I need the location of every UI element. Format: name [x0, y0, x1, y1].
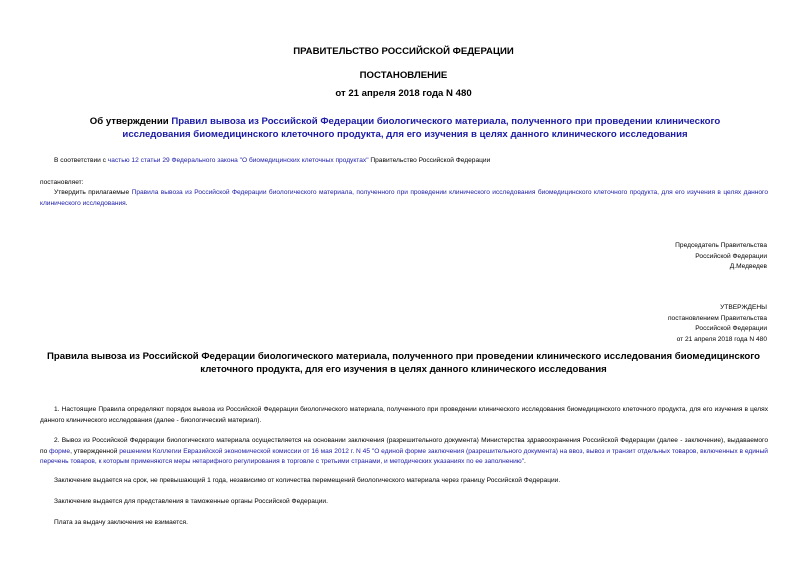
- paragraph-4: Заключение выдается для представления в таможенные органы Российской Федерации.: [54, 498, 328, 505]
- approved-block: [467, 303, 767, 345]
- federal-law-link[interactable]: частью 12 статьи 29 Федерального закона "О биомедицинских клеточных продуктах": [107, 157, 369, 164]
- commission-decision-link[interactable]: решением Коллегии Евразийской экономической комиссии от 16 мая 2012 г. N 45 "О единой форме заключения (разрешительного документа) на ввоз, вывоз и транзит отдельных товаров, включенных в единый перечень товаров, к которым применяются меры нетарифного регулирования в торговле с третьими странами, и методических указаниях по ее заполнению": [40, 447, 768, 465]
- approve-paragraph: [40, 188, 768, 209]
- approved-country: Российской Федерации: [695, 325, 767, 332]
- paragraph-2-text-3: .: [524, 458, 526, 465]
- signature-block: [467, 241, 767, 273]
- approved-date: от 21 апреля 2018 года N 480: [676, 335, 767, 343]
- decree-date-number: от 21 апреля 2018 года N 480: [335, 88, 472, 99]
- paragraph-1: 1. Настоящие Правила определяют порядок вывоза из Российской Федерации биологического материала, полученного при проведении клинического исследования биомедицинского клеточного продукта, для его изучения в целях данного клинического исследования (далее - биологический материал).: [40, 406, 768, 424]
- decides-text: постановляет:: [40, 179, 84, 186]
- preamble-paragraph: [40, 156, 768, 167]
- approve-text-1: Утвердить прилагаемые: [54, 189, 132, 196]
- form-link[interactable]: форме: [49, 447, 71, 455]
- paragraph-3: Заключение выдается на срок, не превышающий 1 года, независимо от количества перемещений биологического материала через границу Российской Федерации.: [54, 477, 561, 484]
- signature-name: Д.Медведев: [729, 263, 767, 270]
- title-prefix: Об утверждении: [89, 116, 172, 127]
- approved-rules-link[interactable]: Правила вывоза из Российской Федерации биологического материала, полученного при проведении клинического исследования биомедицинского клеточного продукта, для его изучения в целях данного клинического исследования: [40, 189, 768, 207]
- preamble-text-2: Правительство Российской Федерации: [368, 157, 491, 164]
- approve-text-2: .: [125, 199, 128, 207]
- preamble-text-1: В соответствии с: [54, 157, 108, 164]
- signature-position: Председатель Правительства: [675, 242, 767, 249]
- paragraph-2-text-2: , утвержденной: [70, 447, 120, 455]
- paragraph-2: [40, 436, 768, 468]
- government-heading: ПРАВИТЕЛЬСТВО РОССИЙСКОЙ ФЕДЕРАЦИИ: [293, 46, 514, 57]
- paragraph-5: Плата за выдачу заключения не взимается.: [54, 519, 188, 526]
- approved-label: УТВЕРЖДЕНЫ: [720, 304, 767, 311]
- title-rules-link[interactable]: Правил вывоза из Российской Федерации биологического материала, полученного при проведении клинического исследования биомедицинского клеточного продукта, для его изучения в целях данного клинического исследования: [122, 116, 721, 140]
- approved-by: постановлением Правительства: [667, 314, 767, 322]
- paragraph-2-text-1: 2. Вывоз из Российской Федерации биологического материала осуществляется на основании заключения (разрешительного документа) Министерства здравоохранения Российской Федерации (далее - заключение), выдаваемого по: [40, 437, 768, 455]
- rules-title: Правила вывоза из Российской Федерации биологического материала, полученного при проведении клинического исследования биомедицинского клеточного продукта, для его изучения в целях данного клинического исследования: [47, 351, 760, 375]
- signature-country: Российской Федерации: [695, 252, 767, 260]
- decree-heading: ПОСТАНОВЛЕНИЕ: [359, 70, 448, 81]
- document-title: [60, 115, 750, 141]
